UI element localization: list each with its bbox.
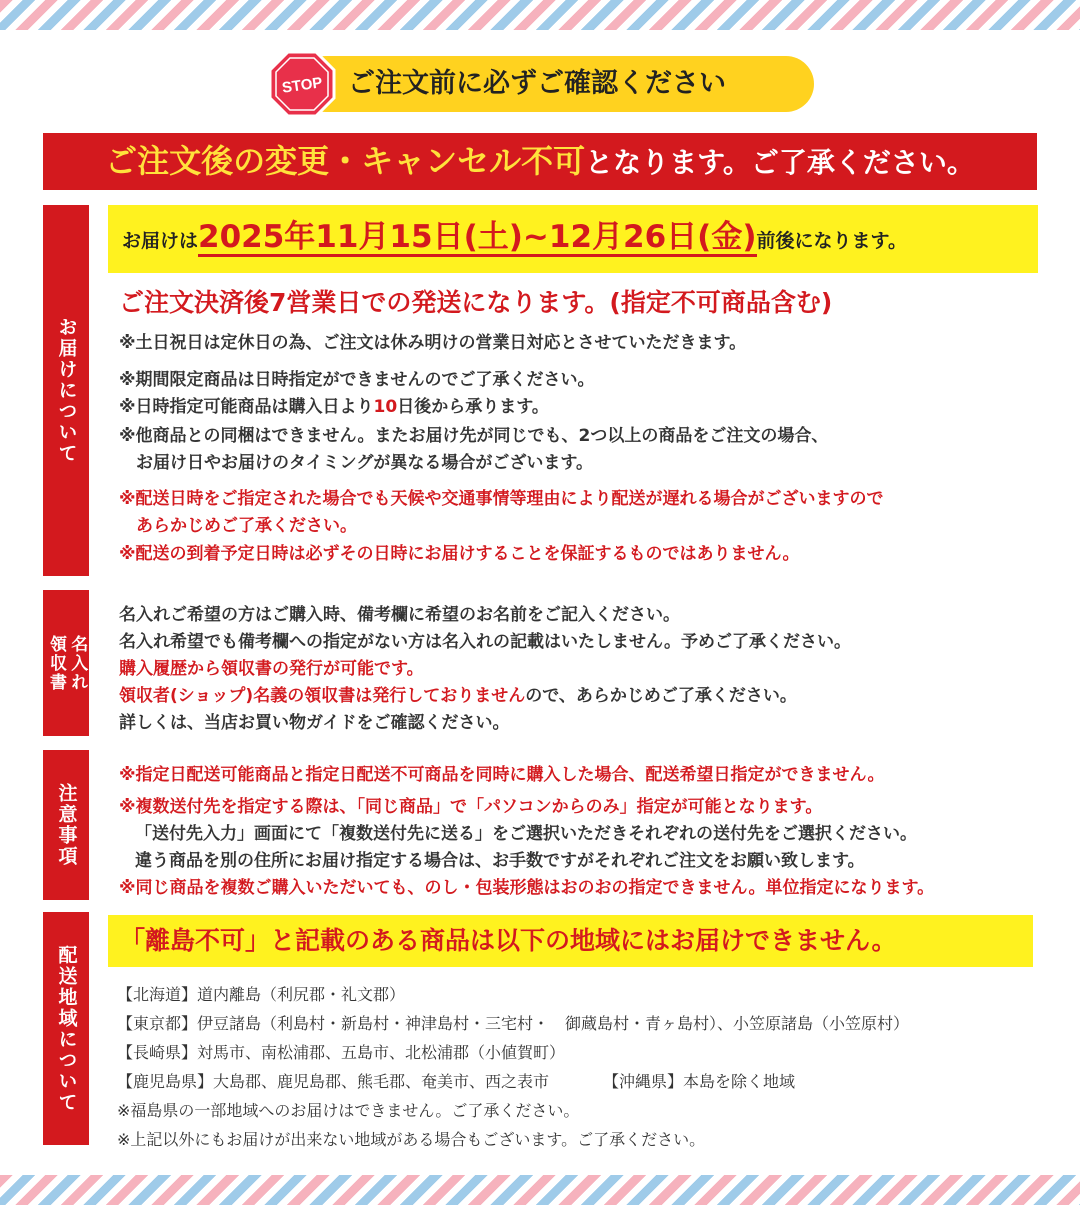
stop-sign-icon xyxy=(268,50,336,118)
delivery-date-suffix: 前後になります。 xyxy=(756,229,907,252)
warn-delay-2: あらかじめご了承ください。 xyxy=(136,516,357,536)
note-limited: ※期間限定商品は日時指定ができませんのでご了承ください。 xyxy=(119,370,595,390)
island-headline-box xyxy=(108,915,1033,967)
note-bundle-2: お届け日やお届けのタイミングが異なる場合がございます。 xyxy=(136,453,593,473)
section-label-name-receipt: 名入れ 領収書 xyxy=(43,590,89,736)
notes-line-2: ※複数送付先を指定する際は、「同じ商品」で「パソコンからのみ」指定が可能となります。 xyxy=(119,797,823,817)
no-change-cancel-banner xyxy=(43,133,1037,190)
region-tokyo: 【東京都】伊豆諸島（利島村・新島村・神津島村・三宅村・ 御蔵島村・青ヶ島村）、小笠原諸島（小笠原村） xyxy=(117,1014,910,1033)
name-line-2: 名入れ希望でも備考欄への指定がない方は名入れの記載はいたしません。予めご了承ください。 xyxy=(119,632,852,652)
banner-rest: となります。ご了承ください。 xyxy=(585,146,975,179)
confirm-notice-title: ご注文前に必ずご確認ください xyxy=(348,68,726,99)
region-fukushima-note: ※福島県の一部地域へのお届けはできません。ご了承ください。 xyxy=(117,1101,580,1120)
region-okinawa: 【沖縄県】本島を除く地域 xyxy=(603,1072,796,1091)
note-weekend: ※土日祝日は定休日の為、ご注文は休み明けの営業日対応とさせていただきます。 xyxy=(119,333,747,353)
island-headline: 「離島不可」と記載のある商品は以下の地域にはお届けできません。 xyxy=(120,926,897,955)
delivery-date-box xyxy=(108,205,1038,273)
decorative-stripe-bottom xyxy=(0,1175,1080,1205)
region-kagoshima: 【鹿児島県】大島郡、鹿児島郡、熊毛郡、奄美市、西之表市 xyxy=(117,1072,550,1091)
ship-notice: ご注文決済後7営業日での発送になります。(指定不可商品含む) xyxy=(119,288,833,317)
notes-line-1: ※指定日配送可能商品と指定日配送不可商品を同時に購入した場合、配送希望日指定ができません。 xyxy=(119,765,885,785)
warn-delay-1: ※配送日時をご指定された場合でも天候や交通事情等理由により配送が遅れる場合がございますので xyxy=(119,489,884,509)
receipt-line-3: 詳しくは、当店お買い物ガイドをご確認ください。 xyxy=(119,713,510,733)
notes-line-4: 違う商品を別の住所にお届け指定する場合は、お手数ですがそれぞれご注文をお願い致します。 xyxy=(135,851,865,871)
notes-line-5: ※同じ商品を複数ご購入いただいても、のし・包装形態はおのおの指定できません。単位指定になります。 xyxy=(119,878,935,898)
region-other-note: ※上記以外にもお届けが出来ない地域がある場合もございます。ご了承ください。 xyxy=(117,1130,706,1149)
region-nagasaki: 【長崎県】対馬市、南松浦郡、五島市、北松浦郡（小値賀町） xyxy=(117,1043,566,1062)
receipt-line-1: 購入履歴から領収書の発行が可能です。 xyxy=(119,659,424,679)
stop-sign-label: STOP xyxy=(280,74,324,97)
warn-guarantee: ※配送の到着予定日時は必ずその日時にお届けすることを保証するものではありません。 xyxy=(119,544,800,564)
note-date-spec: ※日時指定可能商品は購入日より10日後から承ります。 xyxy=(119,397,549,417)
banner-highlight: ご注文後の変更・キャンセル不可 xyxy=(105,142,586,180)
receipt-line-2: 領収者(ショップ)名義の領収書は発行しておりませんので、あらかじめご了承ください。 xyxy=(119,686,797,706)
note-bundle-1: ※他商品との同梱はできません。またお届け先が同じでも、2つ以上の商品をご注文の場合、 xyxy=(119,426,829,446)
name-line-1: 名入れご希望の方はご購入時、備考欄に希望のお名前をご記入ください。 xyxy=(119,605,680,625)
delivery-date-range: 2025年11月15日(土)~12月26日(金) xyxy=(198,219,757,256)
section-label-regions: 配送地域について xyxy=(43,912,89,1145)
decorative-stripe-top xyxy=(0,0,1080,30)
section-label-delivery: お届けについて xyxy=(43,205,89,576)
notes-line-3: 「送付先入力」画面にて「複数送付先に送る」をご選択いただきそれぞれの送付先をご選択ください。 xyxy=(135,824,917,844)
delivery-date-prefix: お届けは xyxy=(122,229,199,252)
confirm-notice-pill xyxy=(298,56,814,112)
region-hokkaido: 【北海道】道内離島（利尻郡・礼文郡） xyxy=(117,985,406,1004)
section-label-notes: 注意事項 xyxy=(43,750,89,900)
